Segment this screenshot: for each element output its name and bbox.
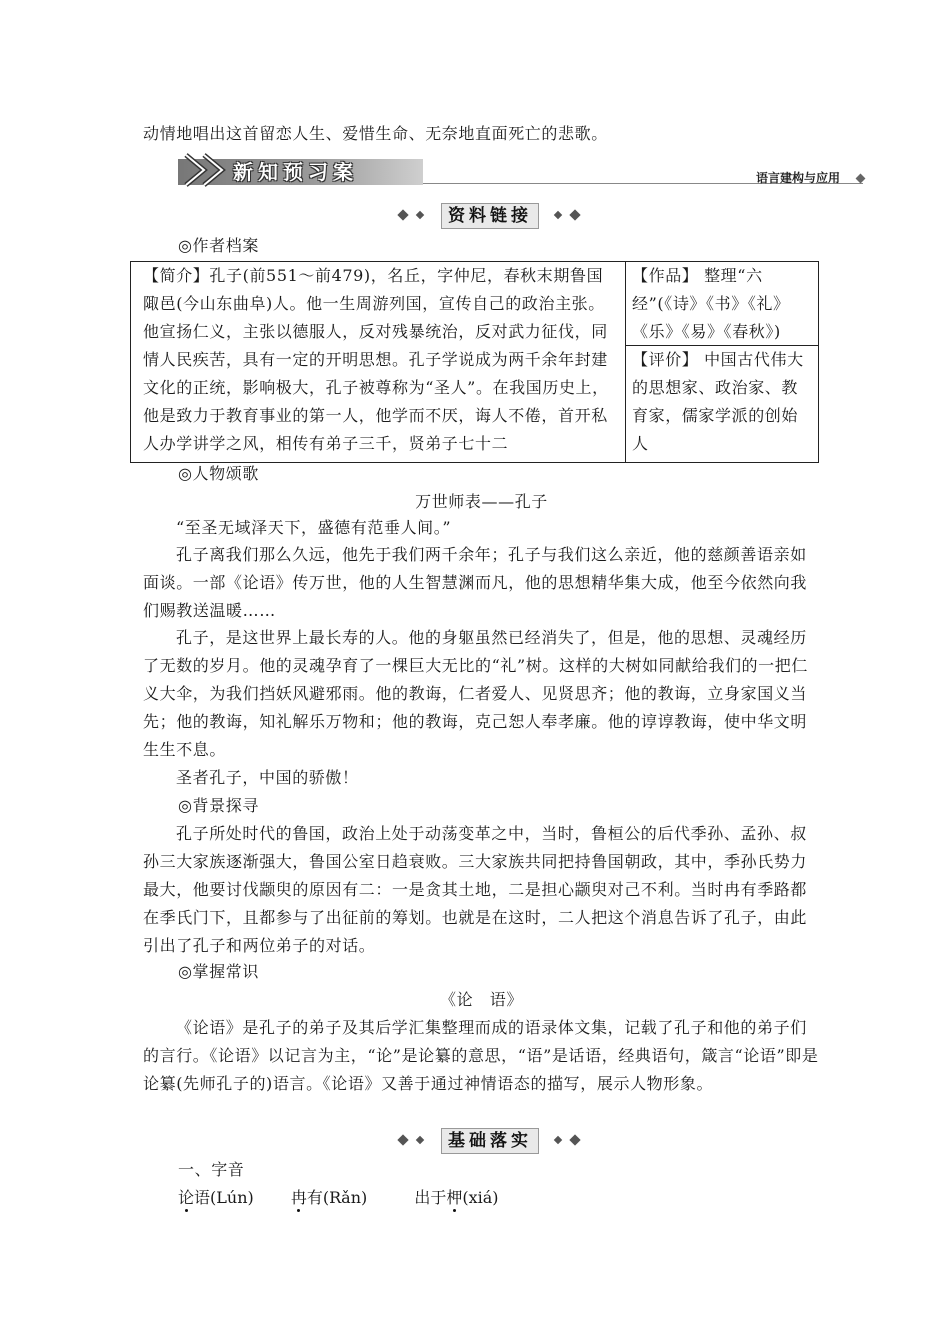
pronunciation-rest: 语(Lún) [194, 1188, 254, 1207]
emphasis-char: 论 [178, 1188, 195, 1207]
knowledge-title: 《论 语》 [439, 990, 523, 1009]
author-works-text: 【作品】 整理“六经”(《诗》《书》《礼》《乐》《易》《春秋》) [632, 266, 790, 341]
subheader-ziliao [395, 203, 590, 229]
background-heading: ◎背景探寻 [178, 796, 259, 815]
diamond-icon [554, 211, 562, 219]
author-eval-cell [626, 346, 818, 462]
pronunciation-row [178, 1184, 499, 1212]
diamond-icon [554, 1136, 562, 1144]
pronunciation-rest: (xiá) [462, 1188, 499, 1207]
subheader-jichu [395, 1128, 590, 1154]
author-intro-cell [131, 262, 626, 462]
author-table [130, 261, 819, 463]
author-heading: ◎作者档案 [178, 236, 259, 255]
author-eval-text: 【评价】 中国古代伟大的思想家、政治家、教育家，儒家学派的创始人 [632, 350, 804, 453]
diamond-icon [856, 174, 866, 184]
subheader-label: 基础落实 [441, 1128, 539, 1154]
diamond-icon [569, 209, 580, 220]
pronunciation-rest: 有(Rǎn) [306, 1188, 368, 1207]
pronunciation-item [414, 1184, 498, 1212]
section-banner [178, 151, 868, 189]
diamond-icon [397, 1134, 408, 1145]
ode-paragraph-2: 孔子，是这世界上最长寿的人。他的身躯虽然已经消失了，但是，他的思想、灵魂经历了无数的岁月。他的灵魂孕育了一棵巨大无比的“礼”树。这样的大树如同献给我们的一把仁义大伞，为我们挡妖风避邪雨。他的教诲，仁者爱人、见贤思齐；他的教诲，立身家国义当先；他的教诲，知礼解乐万物和；他的教诲，克己恕人奉孝廉。他的谆谆教诲，使中华文明生生不息。 [143, 628, 808, 759]
banner-title: 新知预习案 [233, 160, 358, 184]
ode-heading: ◎人物颂歌 [178, 464, 259, 483]
knowledge-heading: ◎掌握常识 [178, 962, 259, 981]
pronunciation-heading: 一、字音 [178, 1160, 245, 1179]
author-works-cell [626, 262, 818, 346]
author-intro-text: 【简介】孔子(前551～前479)，名丘，字仲尼，春秋末期鲁国陬邑(今山东曲阜)人。他一生周游列国，宣传自己的政治主张。他宣扬仁义，主张以德服人，反对残暴统治，反对武力征伐，同情人民疾苦，具有一定的开明思想。孔子学说成为两千余年封建文化的正统，影响极大，孔子被尊称为“圣人”。在我国历史上，他是致力于教育事业的第一人，他学而不厌，诲人不倦，首开私人办学讲学之风，相传有弟子三千，贤弟子七十二 [143, 266, 609, 453]
ode-paragraph-1: 孔子离我们那么久远，他先于我们两千余年；孔子与我们这么亲近，他的慈颜善语亲如面谈。一部《论语》传万世，他的人生智慧渊而凡，他的思想精华集大成，他至今依然向我们赐教送温暖…… [143, 545, 808, 620]
background-text: 孔子所处时代的鲁国，政治上处于动荡变革之中，当时，鲁桓公的后代季孙、孟孙、叔孙三大家族逐渐强大，鲁国公室日趋衰败。三大家族共同把持鲁国朝政，其中，季孙氏势力最大，他要讨伐颛臾的原因有二：一是贪其土地，二是担心颛臾对己不利。当时冉有季路都在季氏门下，且都参与了出征前的筹划。也就是在这时，二人把这个消息告诉了孔子，由此引出了孔子和两位弟子的对话。 [143, 824, 808, 955]
emphasis-char: 柙 [446, 1188, 463, 1207]
pronunciation-item [178, 1184, 254, 1212]
diamond-icon [416, 211, 424, 219]
diamond-icon [397, 209, 408, 220]
emphasis-char: 冉 [290, 1188, 307, 1207]
intro-tail-text: 动情地唱出这首留恋人生、爱惜生命、无奈地直面死亡的悲歌。 [143, 124, 608, 143]
subheader-label: 资料链接 [441, 203, 539, 229]
diamond-icon [569, 1134, 580, 1145]
chevron-right-icon [182, 153, 232, 187]
pronunciation-pre: 出于 [414, 1188, 447, 1207]
knowledge-text: 《论语》是孔子的弟子及其后学汇集整理而成的语录体文集，记载了孔子和他的弟子们的言行。《论语》以记言为主，“论”是论纂的意思，“语”是话语，经典语句，箴言“论语”即是论纂(先师孔子的)语言。《论语》又善于通过神情语态的描写，展示人物形象。 [143, 1018, 819, 1093]
banner-right-label: 语言建构与应用 [755, 171, 840, 185]
diamond-icon [416, 1136, 424, 1144]
ode-quote: “至圣无域泽天下，盛德有范垂人间。” [176, 518, 452, 537]
ode-paragraph-3: 圣者孔子，中国的骄傲！ [176, 768, 359, 787]
ode-title: 万世师表——孔子 [415, 492, 548, 511]
pronunciation-item [291, 1184, 367, 1212]
